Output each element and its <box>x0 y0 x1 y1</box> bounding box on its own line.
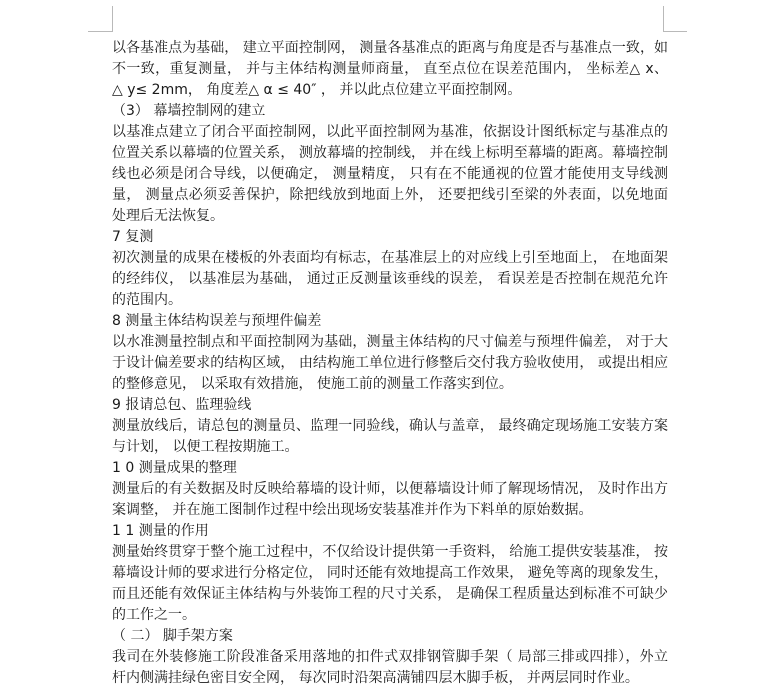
text-line: 位置关系以幕墙的位置关系， 测放幕墙的控制线， 并在线上标明至幕墙的距离。幕墙控制 <box>112 145 668 161</box>
text-line: 与计划， 以便工程按期施工。 <box>112 439 299 455</box>
text-line: 测量放线后，请总包的测量员、监理一同验线，确认与盖章， 最终确定现场施工安装方案 <box>112 418 668 434</box>
text-line: 的整修意见， 以采取有效措施， 使施工前的测量工作落实到位。 <box>112 376 513 392</box>
text-line: 幕墙设计师的要求进行分格定位， 同时还能有效地提高工作效果， 避免等离的现象发生， <box>112 565 668 581</box>
margin-corner-mark-right <box>663 31 687 32</box>
text-line: 线也必须是闭合导线，以便确定， 测量精度， 只有在不能通视的位置才能使用支导线测 <box>112 166 668 182</box>
margin-corner-mark-left <box>88 31 112 32</box>
text-line: 以基准点建立了闭合平面控制网，以此平面控制网为基准，依据设计图纸标定与基准点的 <box>112 124 668 140</box>
margin-corner-mark-right <box>663 6 664 32</box>
section-heading: 1 1 测量的作用 <box>112 523 209 539</box>
text-line: 案调整， 并在施工图制作过程中绘出现场安装基准并作为下料单的原始数据。 <box>112 502 593 518</box>
section-heading: （ 二） 脚手架方案 <box>112 628 233 644</box>
text-line: 于设计偏差要求的结构区域， 由结构施工单位进行修整后交付我方验收使用， 或提出相应 <box>112 355 668 371</box>
text-line: 处理后无法恢复。 <box>112 208 224 224</box>
section-heading: 7 复测 <box>112 229 154 245</box>
section-heading: 1 0 测量成果的整理 <box>112 460 237 476</box>
text-line: 我司在外装修施工阶段准备采用落地的扣件式双排钢管脚手架（ 局部三排或四排），外立 <box>112 649 668 665</box>
text-line: 以水准测量控制点和平面控制网为基础，测量主体结构的尺寸偏差与预埋件偏差， 对于大 <box>112 334 668 350</box>
margin-corner-mark-left <box>112 6 113 32</box>
text-line: 以各基准点为基础， 建立平面控制网， 测量各基准点的距离与角度是否与基准点一致，如 <box>112 40 668 56</box>
text-line: △ y≤ 2mm， 角度差△ α ≤ 40″ ， 并以此点位建立平面控制网。 <box>112 82 522 98</box>
text-line: 的范围内。 <box>112 292 182 308</box>
text-line: 测量后的有关数据及时反映给幕墙的设计师，以便幕墙设计师了解现场情况， 及时作出方 <box>112 481 668 497</box>
text-line: 而且还能有效保证主体结构与外装饰工程的尺寸关系， 是确保工程质量达到标准不可缺少 <box>112 586 668 602</box>
text-line: 的工作之一。 <box>112 607 196 623</box>
text-line: 量， 测量点必须妥善保护，除把线放到地面上外， 还要把线引至梁的外表面，以免地面 <box>112 187 668 203</box>
section-heading: 8 测量主体结构误差与预埋件偏差 <box>112 313 322 329</box>
document-body <box>112 38 668 689</box>
section-heading: 9 报请总包、监理验线 <box>112 397 252 413</box>
text-line: 测量始终贯穿于整个施工过程中，不仅给设计提供第一手资料， 给施工提供安装基准， 按 <box>112 544 668 560</box>
text-line: 初次测量的成果在楼板的外表面均有标志，在基准层上的对应线上引至地面上， 在地面架 <box>112 250 668 266</box>
text-line: 的经纬仪， 以基准层为基础， 通过正反测量该垂线的误差， 看误差是否控制在规范允许 <box>112 271 668 287</box>
text-line: 杆内侧满挂绿色密目安全网， 每次同时沿架高满铺四层木脚手板， 并两层同时作业。 <box>112 670 639 686</box>
text-line: 不一致，重复测量， 并与主体结构测量师商量， 直至点位在误差范围内， 坐标差△ x、 <box>112 61 668 77</box>
section-heading: （3） 幕墙控制网的建立 <box>112 103 266 119</box>
